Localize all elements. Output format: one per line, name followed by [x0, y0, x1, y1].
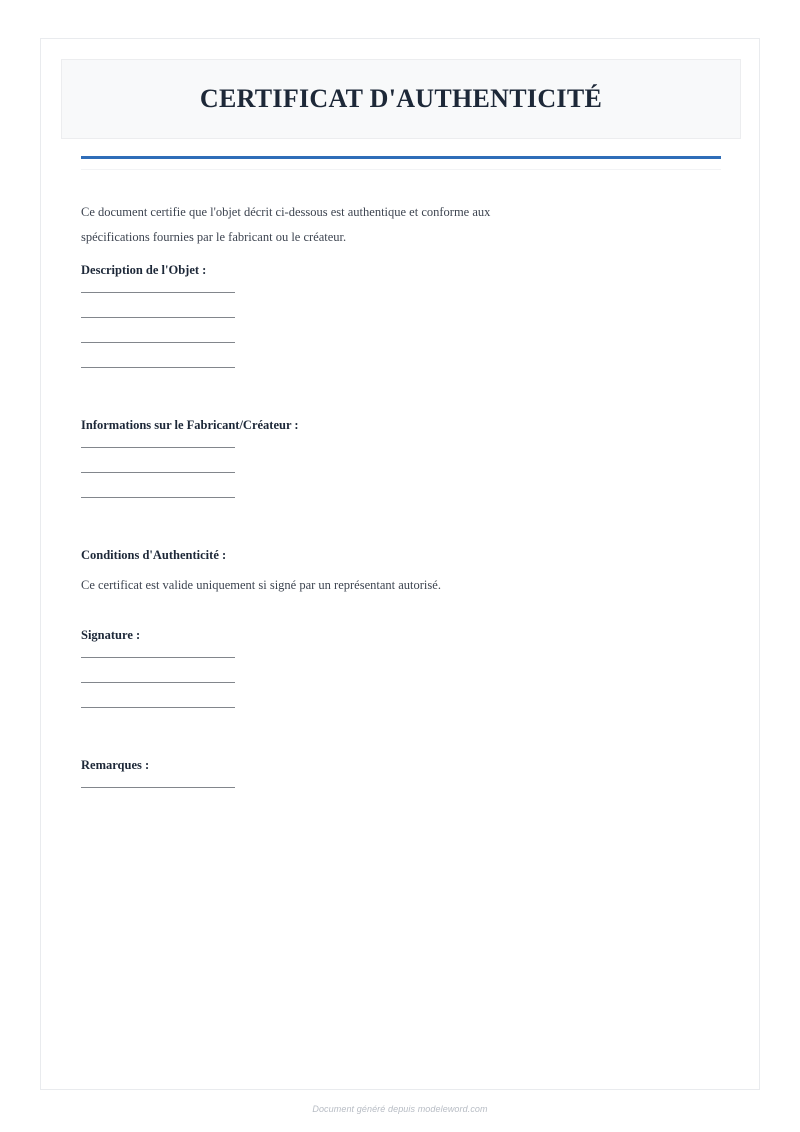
title-accent-group [61, 156, 741, 188]
fill-in-line-gap [81, 658, 235, 682]
fill-in-line[interactable] [81, 787, 235, 788]
fill-in-line-group [81, 447, 235, 498]
fill-in-line-gap [81, 343, 235, 367]
fill-in-line-gap [81, 473, 235, 497]
document-sheet [40, 38, 760, 1090]
fill-in-line-gap [81, 293, 235, 317]
accent-rule-secondary [81, 169, 721, 170]
section-block [81, 629, 140, 642]
section-block [81, 548, 441, 592]
page-title: CERTIFICAT D'AUTHENTICITÉ [199, 84, 603, 113]
section-heading: Signature : [81, 628, 141, 642]
section-heading: Remarques : [81, 758, 150, 772]
fill-in-line-group [81, 657, 235, 708]
section-heading: Informations sur le Fabricant/Créateur : [81, 418, 299, 432]
accent-rule-primary [81, 156, 721, 159]
section-heading: Conditions d'Authenticité : [81, 548, 227, 562]
fill-in-line-gap [81, 318, 235, 342]
fill-in-line-gap [81, 448, 235, 472]
section-block [81, 759, 149, 772]
fill-in-line[interactable] [81, 707, 235, 708]
document-content-area [41, 39, 759, 1089]
section-heading: Description de l'Objet : [81, 263, 207, 277]
fill-in-line[interactable] [81, 367, 235, 368]
footer-attribution: Document généré depuis modeleword.com [312, 1104, 488, 1114]
fill-in-line[interactable] [81, 497, 235, 498]
document-footer [0, 1099, 800, 1117]
fill-in-line-group [81, 787, 235, 788]
fill-in-line-gap [81, 683, 235, 707]
section-block [81, 419, 299, 432]
intro-paragraph: Ce document certifie que l'objet décrit ci-dessous est authentique et conforme aux spécifications fournies par le fabricant ou le créateur. [81, 205, 491, 244]
fill-in-line-group [81, 292, 235, 368]
title-banner [61, 59, 741, 139]
section-note: Ce certificat est valide uniquement si signé par un représentant autorisé. [81, 578, 441, 592]
section-block [81, 264, 206, 277]
document-body [61, 200, 739, 772]
